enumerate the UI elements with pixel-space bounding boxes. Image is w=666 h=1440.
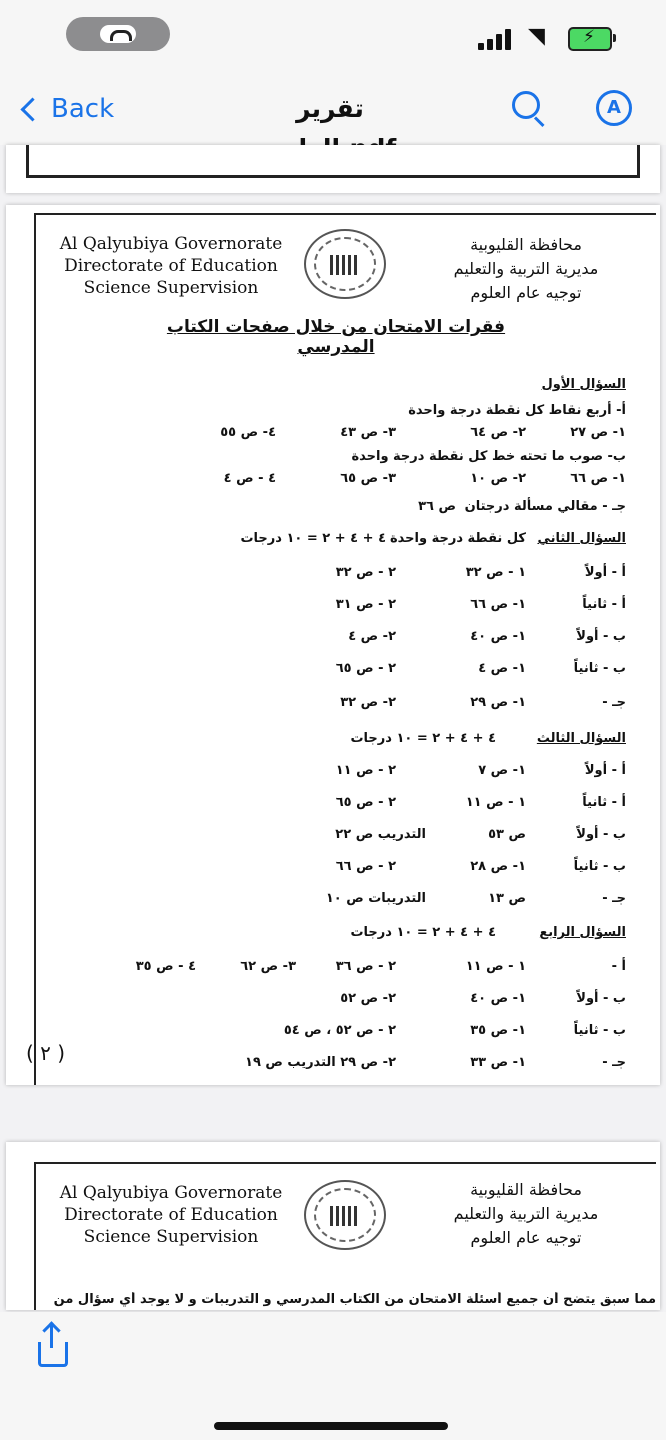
answer-cell: التدريب ص ٢٢ [335,827,426,842]
answer-cell: جـ - مقالي مسألة درجتان [464,499,626,514]
answer-cell: التدريبات ص ١٠ [325,891,426,906]
answer-cell: ٢ - ص ٦٥ [335,661,396,676]
home-indicator[interactable] [214,1422,448,1430]
answer-cell: ٢- ص ٥٢ [340,991,396,1006]
header-en-line: Directorate of Education [64,256,278,276]
answer-cell: ١- ص ٢٧ [570,425,626,440]
answer-line [26,959,626,985]
answer-cell: ٣- ص ٦٢ [240,959,296,974]
answer-cell: ١ - ص ١١ [465,795,526,810]
answer-cell: ٤ + ٤ + ٢ = ١٠ درجات [350,731,496,746]
answer-cell: كل نقطة درجة واحدة [389,531,526,546]
answer-cell: جـ - [602,891,626,906]
answer-cell: ١- ص ٣٣ [470,1055,526,1070]
answer-line [26,565,626,591]
answer-cell: ١- ص ٤ [478,661,526,676]
answer-cell: ٢ - ص ٣٢ [335,565,396,580]
answer-line [26,425,626,451]
answer-cell: السؤال الأول [541,377,626,392]
answer-cell: ١- ص ٧ [478,763,526,778]
header-ar-line: توجيه عام العلوم [470,283,582,302]
answer-cell: ص ٥٣ [488,827,526,842]
answer-cell: ب- صوب ما تحته خط كل نقطة درجة واحدة [351,449,626,464]
header-ar-line: توجيه عام العلوم [470,1228,582,1247]
answer-cell: ٢- ص ١٠ [470,471,526,486]
share-icon[interactable] [38,1342,68,1367]
answer-cell: ٤ + ٤ + ٢ = ١٠ درجات [350,925,496,940]
answer-line [26,991,626,1017]
answer-cell: ٣- ص ٤٣ [340,425,396,440]
answer-line [26,795,626,821]
answer-cell: السؤال الرابع [539,925,626,940]
divider [26,175,640,178]
answer-cell: ب - أولاً [576,991,626,1006]
markup-icon[interactable]: A [596,90,632,126]
answer-line [26,925,626,951]
governorate-seal-icon [304,229,386,299]
back-button[interactable] [18,89,114,129]
answer-cell: أ - أولاً [584,565,626,580]
answer-cell: ٤ - ص ٤ [223,471,276,486]
answer-cell: أ - ثانياً [582,597,626,612]
answer-cell: ٢- ص ٢٩ التدريب ص ١٩ [245,1055,396,1070]
answer-line [26,859,626,885]
answer-line [26,731,626,757]
answer-cell: ٤- ص ٥٥ [220,425,276,440]
answer-cell: ب - ثانياً [573,1023,626,1038]
answer-line [26,1055,626,1081]
answer-line [26,531,626,557]
answer-cell: ١ - ص ٣٢ [465,565,526,580]
answer-line [26,597,626,623]
wifi-icon: ◥ [528,24,545,49]
header-en-line: Al Qalyubiya Governorate [59,234,283,254]
governorate-seal-icon [304,1180,386,1250]
next-page-fragment [6,1142,660,1310]
header-english [56,233,286,299]
answer-cell: السؤال الثاني [537,531,626,546]
header-ar-line: مديرية التربية والتعليم [453,1204,599,1223]
answer-line [26,695,626,721]
answer-cell: جـ - [602,695,626,710]
answer-cell: جـ - [602,1055,626,1070]
answer-line [26,629,626,655]
answer-line [26,499,626,525]
header-arabic [426,1178,626,1250]
answer-cell: ٢ - ص ٥٢ ، ص ٥٤ [283,1023,396,1038]
answer-cell: أ - ثانياً [582,795,626,810]
answer-cell: ١- ص ٦٦ [470,597,526,612]
answer-cell: ٢ - ص ٦٦ [335,859,396,874]
document-subtitle: فقرات الامتحان من خلال صفحات الكتاب المدرسي [166,317,506,357]
header-english [56,1182,286,1248]
answer-cell: ٢ - ص ٦٥ [335,795,396,810]
header-en-line: Directorate of Education [64,1205,278,1225]
header-ar-line: محافظة القليوبية [470,1180,582,1199]
status-bar [0,0,666,75]
answer-line [26,661,626,687]
answer-cell: ب - ثانياً [573,859,626,874]
header-ar-line: محافظة القليوبية [470,235,582,254]
answer-cell: ١- ص ٤٠ [470,629,526,644]
call-indicator-pill[interactable] [66,17,170,51]
divider [637,145,640,177]
answer-cell: ١- ص ٢٨ [470,859,526,874]
divider [26,145,29,177]
answer-cell: ٢- ص ٦٤ [470,425,526,440]
bottom-toolbar [0,1312,666,1440]
answer-cell: ب - أولاً [576,629,626,644]
header-en-line: Al Qalyubiya Governorate [59,1183,283,1203]
answer-cell: ٢- ص ٤ [348,629,396,644]
truncated-paragraph: مما سبق يتضح أن جميع أسئلة الامتحان من الكتاب المدرسي و التدريبات و لا يوجد أي سؤال من [53,1292,656,1307]
chevron-left-icon [20,97,44,121]
phone-icon [100,25,136,43]
answer-line [26,763,626,789]
header-en-line: Science Supervision [83,278,259,298]
answer-cell: ب - ثانياً [573,661,626,676]
answer-cell: ٣- ص ٦٥ [340,471,396,486]
answer-line [26,1023,626,1049]
back-label: Back [51,94,115,124]
answer-cell: السؤال الثالث [536,731,626,746]
answer-cell: ٢ - ص ٣١ [335,597,396,612]
answer-cell: ١- ص ٦٦ [570,471,626,486]
answer-cell: ٢ - ص ٣٦ [335,959,396,974]
answer-cell: ٢- ص ٣٢ [340,695,396,710]
answer-cell: ١- ص ٣٥ [470,1023,526,1038]
cellular-signal-icon [478,28,518,50]
answer-cell: ٤ + ٤ + ٢ = ١٠ درجات [240,531,386,546]
navigation-bar [0,75,666,145]
header-arabic [426,233,626,305]
answer-line [26,471,626,497]
header-en-line: Science Supervision [83,1227,259,1247]
page-number: ( ٢ ) [26,1041,66,1065]
header-ar-line: مديرية التربية والتعليم [453,259,599,278]
document-title: تقرير [296,94,364,123]
answer-cell: أ - [611,959,626,974]
search-icon[interactable] [512,91,540,119]
answer-cell: ب - أولاً [576,827,626,842]
previous-page-fragment [6,145,660,193]
answer-line [26,827,626,853]
answer-line [26,891,626,917]
answer-cell: ص ٣٦ [418,499,456,514]
answer-cell: ١- ص ٤٠ [470,991,526,1006]
answer-cell: ص ١٣ [488,891,526,906]
answer-cell: أ - أولاً [584,763,626,778]
answer-cell: أ- أربع نقاط كل نقطة درجة واحدة [408,403,626,418]
answer-cell: ٢ - ص ١١ [335,763,396,778]
answer-line [26,377,626,403]
answer-cell: ١ - ص ١١ [465,959,526,974]
pdf-page[interactable] [6,205,660,1085]
battery-charging-icon: ⚡ [568,27,612,51]
answer-cell: ٤ - ص ٣٥ [135,959,196,974]
answer-cell: ١- ص ٢٩ [470,695,526,710]
